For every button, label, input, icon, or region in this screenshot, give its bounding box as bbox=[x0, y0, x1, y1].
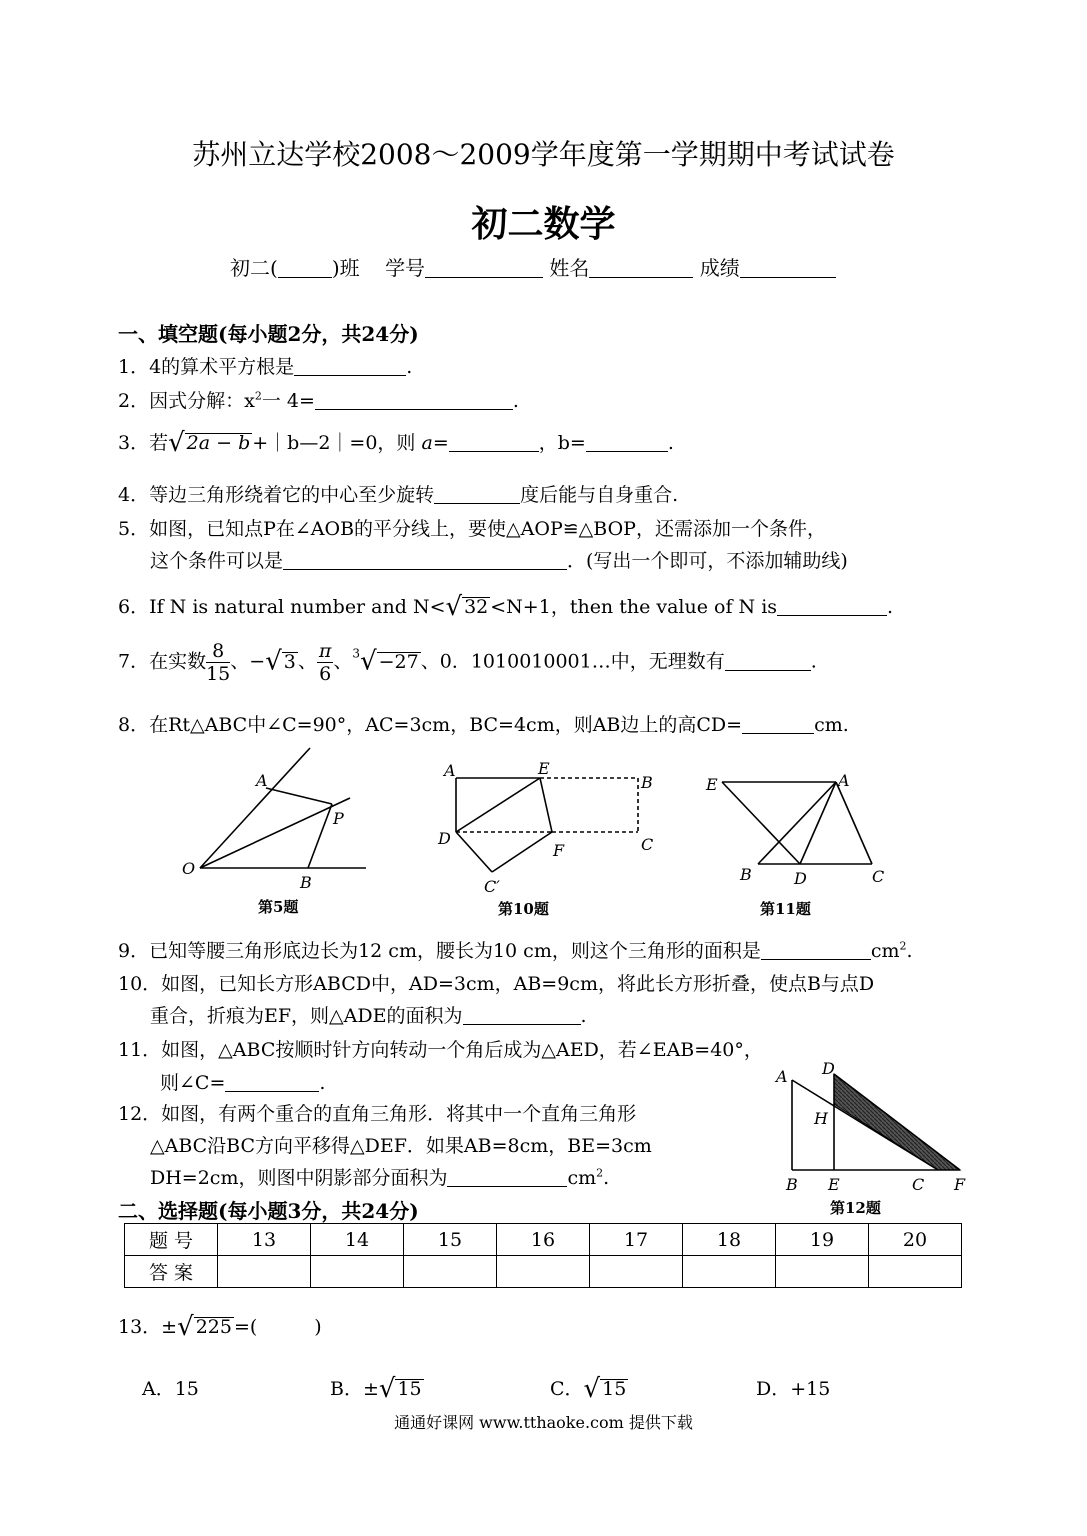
answer-table bbox=[124, 1223, 962, 1288]
section1-heading: 一、填空题(每小题2分，共24分) bbox=[118, 322, 419, 346]
answer-cell[interactable] bbox=[776, 1256, 869, 1288]
q3-b-blank[interactable] bbox=[586, 432, 668, 452]
question-number-cell: 19 bbox=[776, 1224, 869, 1256]
row-label-number: 题 号 bbox=[125, 1224, 218, 1256]
radical-sign-icon: √ bbox=[168, 428, 185, 458]
q3-end: . bbox=[667, 432, 674, 454]
q8-end: cm. bbox=[814, 714, 849, 736]
label-D: D bbox=[438, 829, 451, 848]
label-B: B bbox=[300, 873, 312, 892]
row-label-answer: 答 案 bbox=[125, 1256, 218, 1288]
q6-answer-blank[interactable] bbox=[777, 596, 887, 616]
question-1 bbox=[118, 352, 412, 379]
label-D: D bbox=[822, 1059, 835, 1078]
answer-cell[interactable] bbox=[869, 1256, 962, 1288]
label-P: P bbox=[333, 809, 344, 828]
student-info-line bbox=[230, 252, 836, 281]
q13-radicand: 225 bbox=[195, 1316, 232, 1338]
label-C-prime: C′ bbox=[484, 877, 500, 896]
footer-watermark: 通通好课网 www.tthaoke.com 提供下载 bbox=[394, 1413, 693, 1432]
question-7: 7．在实数 $\frac{8}{15}$ 、−√ 3 、 $\frac{\pi}{6}$ 、$^3$√ −27 、0．1010010001…中，无理数有 . bbox=[118, 640, 817, 685]
radical-sign-icon: √ bbox=[583, 1374, 601, 1404]
question-number-cell: 17 bbox=[590, 1224, 683, 1256]
q7-answer-blank[interactable] bbox=[725, 651, 811, 671]
student-no-blank[interactable] bbox=[425, 257, 543, 278]
question-number-cell: 16 bbox=[497, 1224, 590, 1256]
label-H: H bbox=[814, 1109, 828, 1128]
label-B: B bbox=[740, 865, 752, 884]
radical-sign-icon: √ bbox=[378, 1374, 396, 1404]
q5-text: 这个条件可以是 bbox=[150, 550, 284, 572]
q11-answer-blank[interactable] bbox=[225, 1072, 319, 1092]
q5-answer-blank[interactable] bbox=[283, 550, 567, 570]
name-label: 姓名 bbox=[549, 256, 590, 280]
q13-option-d[interactable]: D．+15 bbox=[756, 1378, 831, 1400]
answer-cell[interactable] bbox=[404, 1256, 497, 1288]
caption-fig5: 第5题 bbox=[258, 898, 299, 916]
q2-end: . bbox=[512, 390, 519, 412]
q10-answer-blank[interactable] bbox=[463, 1005, 581, 1025]
q3-text: 3．若 bbox=[118, 432, 169, 454]
label-A: A bbox=[256, 771, 268, 790]
radical-sign-icon: √ bbox=[177, 1312, 194, 1342]
answer-cell[interactable] bbox=[311, 1256, 404, 1288]
question-11-line1: 11．如图，△ABC按顺时针方向转动一个角后成为△AED，若∠EAB=40°， bbox=[118, 1039, 763, 1061]
label-E: E bbox=[538, 759, 550, 778]
q3-mid: +｜b—2｜=0，则 bbox=[252, 432, 416, 454]
fraction-pi-6: $\frac{\pi}{6}$ bbox=[318, 640, 332, 685]
caption-fig11: 第11题 bbox=[760, 900, 811, 918]
class-label-prefix: 初二( bbox=[230, 256, 278, 280]
label-A: A bbox=[444, 761, 456, 780]
question-12-line1: 12．如图，有两个重合的直角三角形．将其中一个直角三角形 bbox=[118, 1103, 637, 1125]
question-12-line2: △ABC沿BC方向平移得△DEF．如果AB=8cm，BE=3cm bbox=[150, 1135, 652, 1157]
fraction-8-15: $\frac{8}{15}$ bbox=[206, 640, 231, 685]
label-C: C bbox=[641, 835, 654, 854]
question-11-line2: 则∠C= . bbox=[160, 1072, 326, 1094]
q2-text: 2．因式分解：x bbox=[118, 390, 255, 412]
q7-cuberoot: −27 bbox=[378, 650, 419, 673]
question-6 bbox=[118, 592, 893, 622]
q7-text: 7．在实数 bbox=[118, 650, 207, 673]
figure-10 bbox=[430, 756, 670, 926]
q3-radicand: 2a − b bbox=[186, 432, 251, 454]
question-2 bbox=[118, 386, 519, 413]
caption-fig10: 第10题 bbox=[498, 900, 549, 918]
question-3 bbox=[118, 428, 674, 458]
radical-sign-icon: √ bbox=[445, 592, 463, 622]
student-no-label: 学号 bbox=[385, 256, 426, 280]
q8-answer-blank[interactable] bbox=[742, 714, 814, 734]
q12-answer-blank[interactable] bbox=[447, 1167, 567, 1187]
label-F: F bbox=[553, 841, 565, 860]
q13-option-a[interactable]: A．15 bbox=[142, 1378, 199, 1400]
label-E: E bbox=[828, 1175, 840, 1194]
q2-answer-blank[interactable] bbox=[315, 390, 513, 410]
score-label: 成绩 bbox=[699, 256, 740, 280]
answer-cell[interactable] bbox=[590, 1256, 683, 1288]
label-D: D bbox=[794, 869, 807, 888]
question-8 bbox=[118, 710, 849, 737]
q9-text: 9．已知等腰三角形底边长为12 cm，腰长为10 cm，则这个三角形的面积是 bbox=[118, 940, 761, 962]
q10-text: 重合，折痕为EF，则△ADE的面积为 bbox=[150, 1005, 463, 1027]
subject-title: 初二数学 bbox=[471, 204, 616, 245]
label-O: O bbox=[182, 859, 196, 878]
q7-root3: 3 bbox=[283, 650, 296, 673]
radical-sign-icon: √ bbox=[360, 646, 377, 677]
class-label-suffix: )班 bbox=[331, 256, 360, 280]
cube-root-index: 3 bbox=[352, 646, 361, 661]
question-number-cell: 18 bbox=[683, 1224, 776, 1256]
q12-text: DH=2cm，则图中阴影部分面积为 bbox=[150, 1167, 448, 1189]
question-13 bbox=[118, 1312, 322, 1342]
q6-radicand: 32 bbox=[464, 596, 489, 618]
q1-answer-blank[interactable] bbox=[294, 356, 406, 376]
q8-text: 8．在Rt△ABC中∠C=90°，AC=3cm，BC=4cm，则AB边上的高CD= bbox=[118, 714, 743, 736]
figure-11 bbox=[700, 760, 900, 926]
q4-end: 度后能与自身重合. bbox=[520, 484, 679, 506]
label-B: B bbox=[786, 1175, 798, 1194]
q3-b-label: ，b= bbox=[538, 432, 586, 454]
question-12-line3: DH=2cm，则图中阴影部分面积为 $cm^2$. bbox=[150, 1166, 610, 1189]
figure-5 bbox=[170, 740, 370, 920]
question-5-line2 bbox=[150, 546, 848, 573]
q6-mid: <N+1，then the value of N is bbox=[490, 596, 778, 618]
table-row bbox=[125, 1224, 962, 1256]
q1-end: . bbox=[406, 356, 413, 378]
q4-answer-blank[interactable] bbox=[434, 484, 520, 504]
answer-cell[interactable] bbox=[683, 1256, 776, 1288]
label-A: A bbox=[838, 771, 850, 790]
caption-fig12: 第12题 bbox=[830, 1199, 881, 1217]
class-blank[interactable] bbox=[278, 257, 332, 278]
question-10-line1: 10．如图，已知长方形ABCD中，AD=3cm，AB=9cm，将此长方形折叠，使点B与点D bbox=[118, 973, 875, 995]
question-10-line2: 重合，折痕为EF，则△ADE的面积为 . bbox=[150, 1005, 587, 1027]
name-blank[interactable] bbox=[589, 257, 693, 278]
q3-var-a: a bbox=[421, 432, 433, 454]
q6-end: . bbox=[887, 596, 894, 618]
answer-cell[interactable] bbox=[218, 1256, 311, 1288]
q9-answer-blank[interactable] bbox=[761, 940, 871, 960]
q11-text: 则∠C= bbox=[160, 1072, 226, 1094]
label-C: C bbox=[912, 1175, 925, 1194]
label-B: B bbox=[641, 773, 653, 792]
q6-text: 6．If N is natural number and N< bbox=[118, 596, 446, 618]
question-4 bbox=[118, 480, 678, 507]
score-blank[interactable] bbox=[740, 257, 836, 278]
section2-heading: 二、选择题(每小题3分，共24分) bbox=[118, 1199, 419, 1223]
question-number-cell: 13 bbox=[218, 1224, 311, 1256]
question-5-line1: 5．如图，已知点P在∠AOB的平分线上，要使△AOP≌△BOP，还需添加一个条件， bbox=[118, 518, 826, 540]
label-A: A bbox=[776, 1067, 788, 1086]
q2-exponent: 2 bbox=[254, 389, 262, 403]
q3-eq: = bbox=[432, 432, 449, 454]
label-E: E bbox=[706, 775, 718, 794]
answer-cell[interactable] bbox=[497, 1256, 590, 1288]
figure-12 bbox=[770, 1058, 980, 1220]
label-F: F bbox=[954, 1175, 966, 1194]
radical-sign-icon: √ bbox=[265, 646, 282, 677]
question-9: 9．已知等腰三角形底边长为12 cm，腰长为10 cm，则这个三角形的面积是 $cm^2$. bbox=[118, 939, 913, 962]
q2-mid: 一 4= bbox=[261, 390, 315, 412]
q7-tail: 、0．1010010001…中，无理数有 bbox=[420, 650, 725, 673]
question-number-cell: 15 bbox=[404, 1224, 497, 1256]
q13-text: 13．± bbox=[118, 1316, 178, 1338]
question-number-cell: 14 bbox=[311, 1224, 404, 1256]
q3-a-blank[interactable] bbox=[449, 432, 539, 452]
q1-text: 1．4的算术平方根是 bbox=[118, 356, 295, 378]
q5-end: ．(写出一个即可，不添加辅助线) bbox=[567, 550, 848, 572]
exam-title: 苏州立达学校2008～2009学年度第一学期期中考试试卷 bbox=[192, 138, 895, 171]
q13-option-c[interactable]: C．√ 15 bbox=[550, 1374, 627, 1404]
label-C: C bbox=[872, 867, 885, 886]
q13-paren: =( ) bbox=[233, 1316, 322, 1338]
table-row bbox=[125, 1256, 962, 1288]
question-number-cell: 20 bbox=[869, 1224, 962, 1256]
q13-option-b[interactable]: B．±√ 15 bbox=[330, 1374, 422, 1404]
q4-text: 4．等边三角形绕着它的中心至少旋转 bbox=[118, 484, 435, 506]
